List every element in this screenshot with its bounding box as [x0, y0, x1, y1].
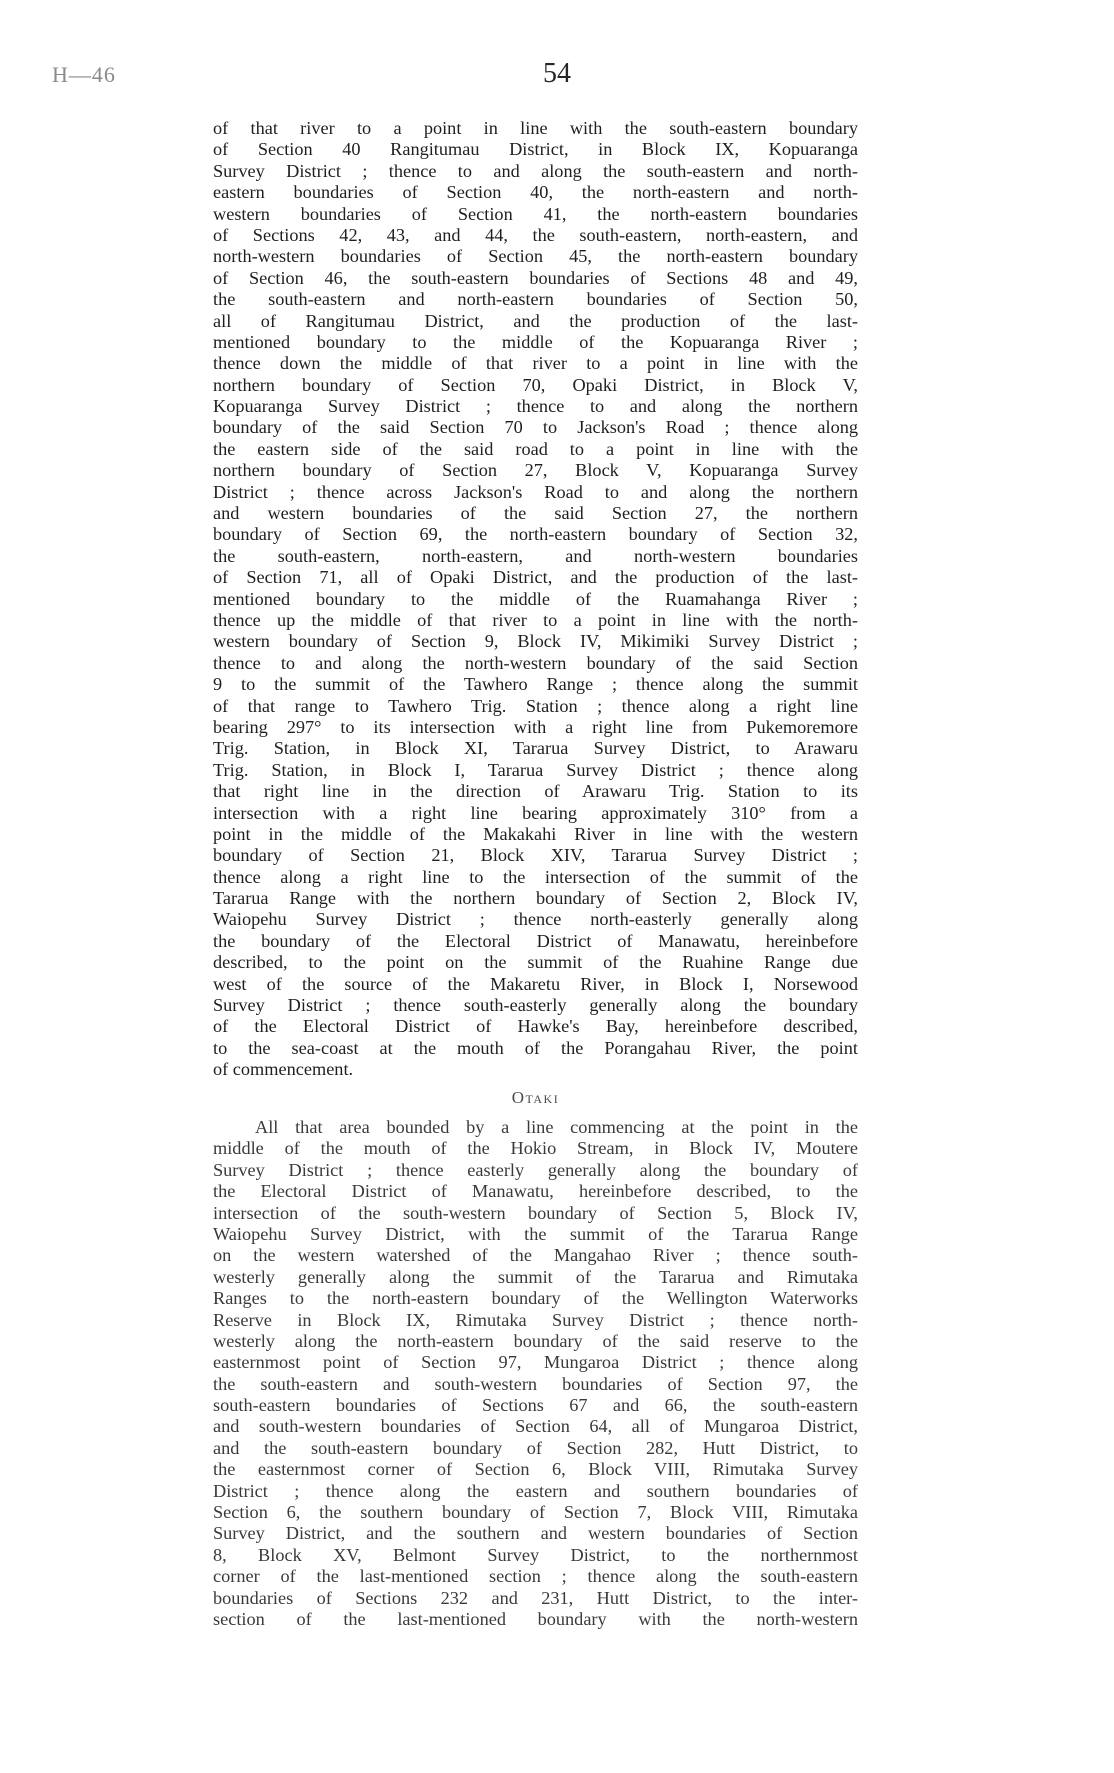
text-line: easternmost point of Section 97, Mungaroa District ; thence along — [213, 1352, 858, 1373]
text-line: Reserve in Block IX, Rimutaka Survey District ; thence north- — [213, 1309, 858, 1330]
text-line: of Section 46, the south-eastern boundaries of Sections 48 and 49, — [213, 267, 858, 288]
text-line: intersection of the south-western boundary of Section 5, Block IV, — [213, 1202, 858, 1223]
text-line: the eastern side of the said road to a point in line with the — [213, 438, 858, 459]
text-line: District ; thence across Jackson's Road to and along the northern — [213, 481, 858, 502]
page-number: 54 — [543, 58, 571, 89]
text-line: of Section 40 Rangitumau District, in Block IX, Kopuaranga — [213, 139, 858, 160]
text-column-bottom — [213, 1117, 858, 1630]
text-line: of commencement. — [213, 1059, 354, 1080]
text-line: boundary of Section 21, Block XIV, Tararua Survey District ; — [213, 845, 858, 866]
text-line: and south-western boundaries of Section 64, all of Mungaroa District, — [213, 1416, 858, 1437]
text-line: on the western watershed of the Mangahao River ; thence south- — [213, 1245, 858, 1266]
text-line: Ranges to the north-eastern boundary of the Wellington Waterworks — [213, 1288, 858, 1309]
text-line: westerly generally along the summit of the Tararua and Rimutaka — [213, 1266, 858, 1287]
text-line: the south-eastern, north-eastern, and north-western boundaries — [213, 545, 858, 566]
text-line: thence down the middle of that river to a point in line with the — [213, 353, 858, 374]
text-line: of the Electoral District of Hawke's Bay, hereinbefore described, — [213, 1016, 858, 1037]
text-line: bearing 297° to its intersection with a right line from Pukemoremore — [213, 716, 858, 737]
text-line: to the sea-coast at the mouth of the Porangahau River, the point — [213, 1037, 858, 1058]
page-reference: H—46 — [52, 62, 116, 87]
text-line: Tararua Range with the northern boundary of Section 2, Block IV, — [213, 888, 858, 909]
text-line: the south-eastern and south-western boundaries of Section 97, the — [213, 1373, 858, 1394]
text-line: thence up the middle of that river to a point in line with the north- — [213, 609, 858, 630]
text-line: boundary of Section 69, the north-eastern boundary of Section 32, — [213, 524, 858, 545]
text-line: of that river to a point in line with the south-eastern boundary — [213, 118, 858, 138]
text-line: the Electoral District of Manawatu, hereinbefore described, to the — [213, 1181, 858, 1202]
text-line: All that area bounded by a line commencing at the point in the — [255, 1117, 858, 1137]
text-line: District ; thence along the eastern and southern boundaries of — [213, 1480, 858, 1501]
text-line: described, to the point on the summit of the Ruahine Range due — [213, 952, 858, 973]
text-line: and western boundaries of the said Section 27, the northern — [213, 503, 858, 524]
text-line: west of the source of the Makaretu River, in Block I, Norsewood — [213, 973, 858, 994]
text-line: 8, Block XV, Belmont Survey District, to the northernmost — [213, 1544, 858, 1565]
section-heading-otaki: Otaki — [511, 1088, 560, 1107]
text-line: boundaries of Sections 232 and 231, Hutt District, to the inter- — [213, 1587, 858, 1608]
text-line: the south-eastern and north-eastern boundaries of Section 50, — [213, 289, 858, 310]
text-line: westerly along the north-eastern boundary of the said reserve to the — [213, 1330, 858, 1351]
text-line: all of Rangitumau District, and the production of the last- — [213, 310, 858, 331]
text-line: of Sections 42, 43, and 44, the south-eastern, north-eastern, and — [213, 224, 858, 245]
text-line: Survey District ; thence easterly generally along the boundary of — [213, 1159, 858, 1180]
text-line: western boundary of Section 9, Block IV, Mikimiki Survey District ; — [213, 631, 858, 652]
text-line: Section 6, the southern boundary of Section 7, Block VIII, Rimutaka — [213, 1502, 858, 1523]
text-line: the boundary of the Electoral District of Manawatu, hereinbefore — [213, 930, 858, 951]
text-line: intersection with a right line bearing approximately 310° from a — [213, 802, 858, 823]
text-line: of that range to Tawhero Trig. Station ; thence along a right line — [213, 695, 858, 716]
text-line: thence to and along the north-western boundary of the said Section — [213, 652, 858, 673]
text-line: mentioned boundary to the middle of the Ruamahanga River ; — [213, 588, 858, 609]
text-line: Survey District ; thence south-easterly generally along the boundary — [213, 995, 858, 1016]
text-line: Waiopehu Survey District ; thence north-easterly generally along — [213, 909, 858, 930]
text-line: 9 to the summit of the Tawhero Range ; thence along the summit — [213, 674, 858, 695]
text-line: Trig. Station, in Block XI, Tararua Survey District, to Arawaru — [213, 738, 858, 759]
text-line: Waiopehu Survey District, with the summit of the Tararua Range — [213, 1223, 858, 1244]
text-line: Kopuaranga Survey District ; thence to and along the northern — [213, 396, 858, 417]
text-line: corner of the last-mentioned section ; thence along the south-eastern — [213, 1566, 858, 1587]
text-line: section of the last-mentioned boundary with the north-western — [213, 1608, 858, 1629]
text-line: Survey District ; thence to and along the south-eastern and north- — [213, 160, 858, 181]
text-column-top — [213, 118, 858, 1081]
text-line: boundary of the said Section 70 to Jackson's Road ; thence along — [213, 417, 858, 438]
text-line: middle of the mouth of the Hokio Stream, in Block IV, Moutere — [213, 1138, 858, 1159]
text-line: and the south-eastern boundary of Section 282, Hutt District, to — [213, 1437, 858, 1458]
text-line: the easternmost corner of Section 6, Block VIII, Rimutaka Survey — [213, 1459, 858, 1480]
text-line: eastern boundaries of Section 40, the north-eastern and north- — [213, 182, 858, 203]
text-line: western boundaries of Section 41, the north-eastern boundaries — [213, 203, 858, 224]
text-line: thence along a right line to the intersection of the summit of the — [213, 866, 858, 887]
text-line: south-eastern boundaries of Sections 67 and 66, the south-eastern — [213, 1395, 858, 1416]
text-line: northern boundary of Section 27, Block V, Kopuaranga Survey — [213, 460, 858, 481]
text-line: Trig. Station, in Block I, Tararua Survey District ; thence along — [213, 759, 858, 780]
text-line: Survey District, and the southern and western boundaries of Section — [213, 1523, 858, 1544]
text-line: northern boundary of Section 70, Opaki District, in Block V, — [213, 374, 858, 395]
text-line: point in the middle of the Makakahi River in line with the western — [213, 823, 858, 844]
text-line: of Section 71, all of Opaki District, and the production of the last- — [213, 567, 858, 588]
text-line: that right line in the direction of Arawaru Trig. Station to its — [213, 781, 858, 802]
text-line: north-western boundaries of Section 45, the north-eastern boundary — [213, 246, 858, 267]
text-line: mentioned boundary to the middle of the Kopuaranga River ; — [213, 331, 858, 352]
